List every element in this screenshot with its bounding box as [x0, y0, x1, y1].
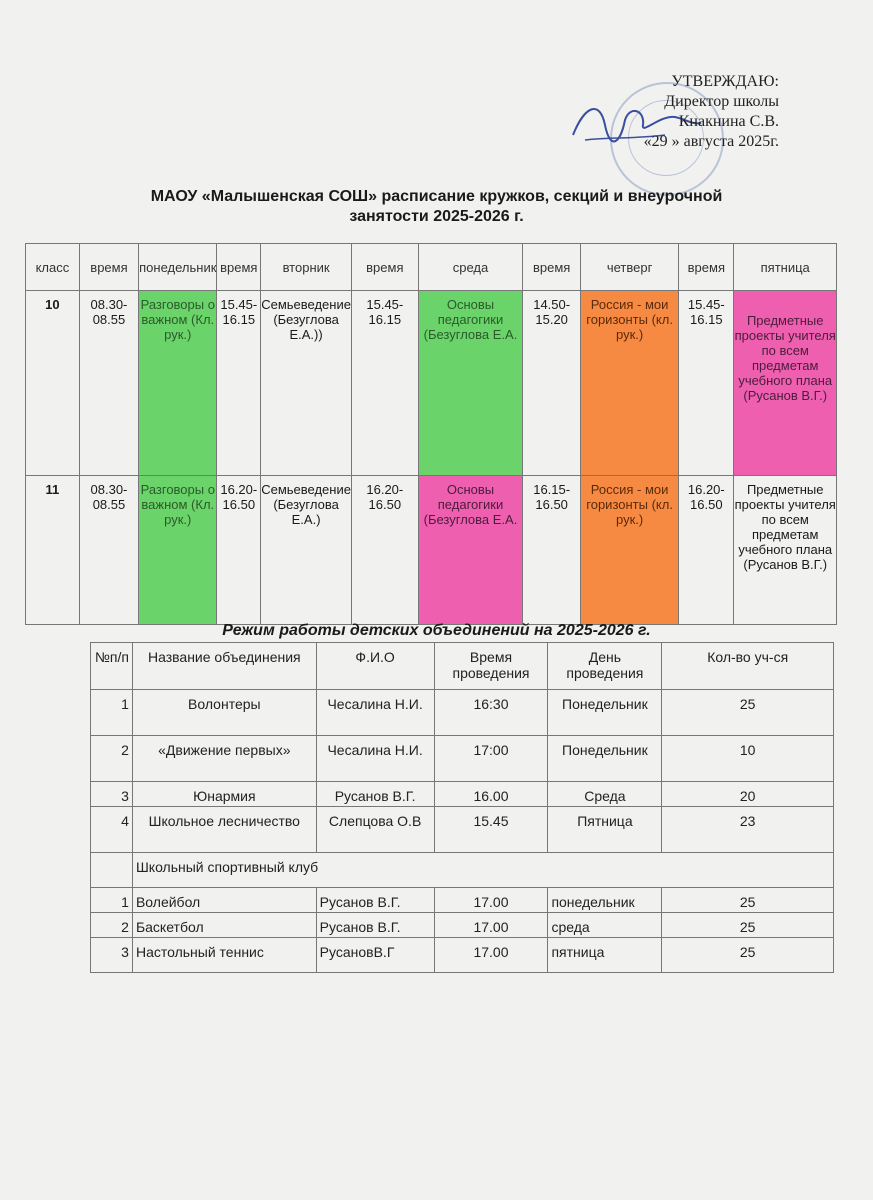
club-day: Понедельник	[548, 736, 662, 782]
club-time: 16:30	[434, 690, 548, 736]
table-row	[91, 913, 834, 938]
club-count: 25	[662, 690, 834, 736]
club-count: 23	[662, 807, 834, 853]
header-count: Кол-во уч-ся	[662, 643, 834, 690]
schedule-table	[25, 243, 837, 625]
club-name: Школьное лесничество	[132, 807, 316, 853]
section-number-cell	[91, 853, 133, 888]
time-cell: 16.20-16.50	[679, 476, 734, 625]
monday-activity: Разговоры о важном (Кл. рук.)	[139, 291, 217, 476]
time-cell: 14.50-15.20	[523, 291, 581, 476]
section-row	[91, 853, 834, 888]
header-wednesday: среда	[418, 244, 523, 291]
club-count: 10	[662, 736, 834, 782]
time-cell: 16.20-16.50	[351, 476, 418, 625]
class-cell: 10	[26, 291, 80, 476]
club-leader: Русанов В.Г.	[316, 888, 434, 913]
row-number: 1	[91, 888, 133, 913]
clubs-title: Режим работы детских объединений на 2025-2026 г.	[222, 622, 651, 639]
friday-activity: Предметные проекты учителя по всем предметам учебного плана (Русанов В.Г.)	[734, 476, 837, 625]
time-cell: 16.20-16.50	[217, 476, 261, 625]
schedule-header-row	[26, 244, 837, 291]
table-row	[91, 736, 834, 782]
time-cell: 15.45-16.15	[351, 291, 418, 476]
monday-activity: Разговоры о важном (Кл. рук.)	[139, 476, 217, 625]
header-fio: Ф.И.О	[316, 643, 434, 690]
club-day: среда	[548, 913, 662, 938]
club-name: Волейбол	[132, 888, 316, 913]
header-day: День проведения	[548, 643, 662, 690]
club-day: Понедельник	[548, 690, 662, 736]
table-row	[91, 782, 834, 807]
club-leader: Слепцова О.В	[316, 807, 434, 853]
table-row	[91, 938, 834, 973]
row-number: 2	[91, 736, 133, 782]
section-title: Школьный спортивный клуб	[132, 853, 833, 888]
club-count: 25	[662, 938, 834, 973]
row-number: 2	[91, 913, 133, 938]
clubs-table	[90, 642, 834, 973]
club-name: Юнармия	[132, 782, 316, 807]
approval-heading: УТВЕРЖДАЮ:	[671, 73, 779, 90]
header-number: №п/п	[91, 643, 133, 690]
club-time: 15.45	[434, 807, 548, 853]
club-day: пятница	[548, 938, 662, 973]
time-cell: 15.45-16.15	[217, 291, 261, 476]
header-time: Время проведения	[434, 643, 548, 690]
header-monday: понедельник	[139, 244, 217, 291]
header-class: класс	[26, 244, 80, 291]
club-name: Баскетбол	[132, 913, 316, 938]
approval-position: Директор школы	[664, 93, 779, 110]
time-cell: 08.30-08.55	[79, 476, 138, 625]
club-count: 20	[662, 782, 834, 807]
club-name: Волонтеры	[132, 690, 316, 736]
title-line-1: МАОУ «Малышенская СОШ» расписание кружков, секций и внеурочной	[150, 188, 723, 205]
club-name: Настольный теннис	[132, 938, 316, 973]
approval-block	[519, 72, 779, 152]
approval-date: «29 » августа 2025г.	[643, 133, 779, 150]
header-thursday: четверг	[581, 244, 679, 291]
row-number: 3	[91, 782, 133, 807]
club-day: понедельник	[548, 888, 662, 913]
club-time: 17.00	[434, 913, 548, 938]
time-cell: 15.45-16.15	[679, 291, 734, 476]
row-number: 4	[91, 807, 133, 853]
friday-activity: Предметные проекты учителя по всем предметам учебного плана (Русанов В.Г.)	[734, 291, 837, 476]
club-leader: Чесалина Н.И.	[316, 736, 434, 782]
club-leader: Русанов В.Г.	[316, 782, 434, 807]
table-row	[91, 888, 834, 913]
time-cell: 16.15-16.50	[523, 476, 581, 625]
clubs-header-row	[91, 643, 834, 690]
wednesday-activity: Основы педагогики (Безуглова Е.А.	[418, 291, 523, 476]
club-day: Среда	[548, 782, 662, 807]
tuesday-activity: Семьеведение (Безуглова Е.А.)	[261, 476, 352, 625]
row-number: 1	[91, 690, 133, 736]
header-time: время	[351, 244, 418, 291]
header-time: время	[217, 244, 261, 291]
title-line-2: занятости 2025-2026 г.	[349, 208, 524, 225]
club-time: 17.00	[434, 938, 548, 973]
club-leader: РусановВ.Г	[316, 938, 434, 973]
schedule-row-10	[26, 291, 837, 476]
thursday-activity: Россия - мои горизонты (кл. рук.)	[581, 291, 679, 476]
header-friday: пятница	[734, 244, 837, 291]
row-number: 3	[91, 938, 133, 973]
thursday-activity: Россия - мои горизонты (кл. рук.)	[581, 476, 679, 625]
table-row	[91, 807, 834, 853]
club-name: «Движение первых»	[132, 736, 316, 782]
club-count: 25	[662, 913, 834, 938]
club-count: 25	[662, 888, 834, 913]
club-leader: Чесалина Н.И.	[316, 690, 434, 736]
header-time: время	[79, 244, 138, 291]
time-cell: 08.30-08.55	[79, 291, 138, 476]
wednesday-activity: Основы педагогики (Безуглова Е.А.	[418, 476, 523, 625]
schedule-row-11	[26, 476, 837, 625]
club-time: 17:00	[434, 736, 548, 782]
page-title	[0, 187, 873, 227]
club-day: Пятница	[548, 807, 662, 853]
club-time: 16.00	[434, 782, 548, 807]
header-time: время	[679, 244, 734, 291]
club-time: 17.00	[434, 888, 548, 913]
header-name: Название объединения	[132, 643, 316, 690]
header-tuesday: вторник	[261, 244, 352, 291]
header-time: время	[523, 244, 581, 291]
table-row	[91, 690, 834, 736]
approval-name: Кнакнина С.В.	[678, 113, 779, 130]
class-cell: 11	[26, 476, 80, 625]
club-leader: Русанов В.Г.	[316, 913, 434, 938]
tuesday-activity: Семьеведение (Безуглова Е.А.))	[261, 291, 352, 476]
